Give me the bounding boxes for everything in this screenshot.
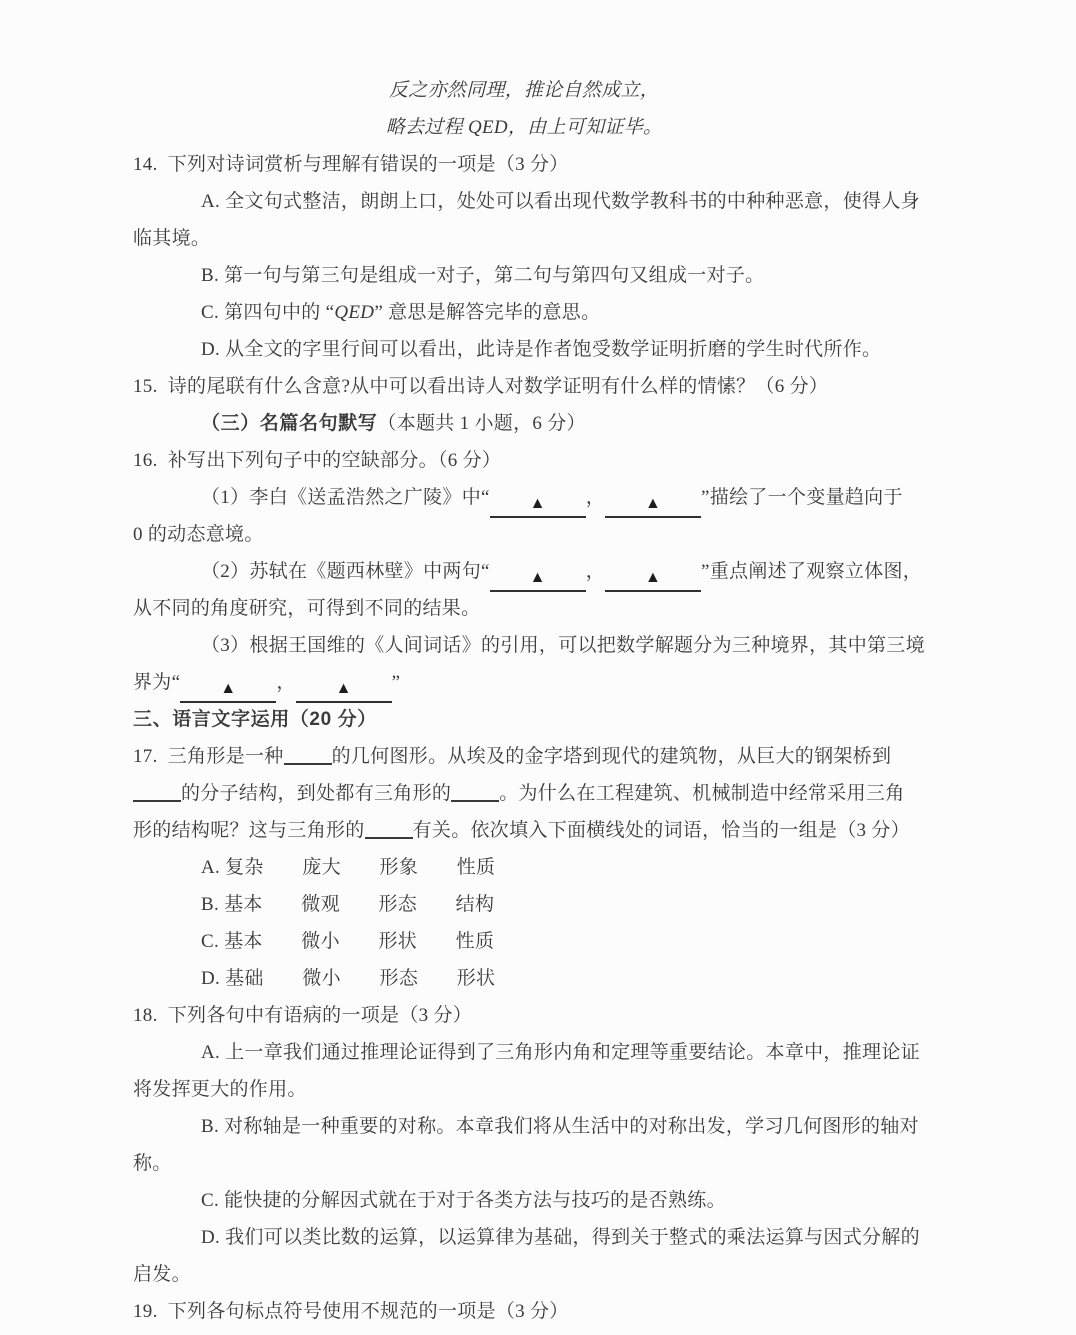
question-17-option-d: D. 基础 微小 形态 形状 [201,968,496,989]
question-16-item-1: （1）李白《送孟浩然之广陵》中“ ▲ ， ▲ ”描绘了一个变量趋向于 [133,479,933,516]
section-heading-dictation [133,405,933,442]
section-heading-rest: （本题共 1 小题，6 分） [377,413,586,434]
answer-blank-triangle: ▲ [490,492,586,518]
section-heading-bold: （三）名篇名句默写 [201,413,378,434]
poem-line-1: 反之亦然同理，推论自然成立， [388,80,660,101]
question-17-continuation-2: 形的结构呢？这与三角形的 有关。依次填入下面横线处的词语，恰当的一组是（3 分） [133,820,910,841]
question-14: 14. 下列对诗词赏析与理解有错误的一项是（3 分） [133,154,569,175]
question-14-option-c: C. 第四句中的 “QED” 意思是解答完毕的意思。 [201,302,601,323]
question-17-option-c: C. 基本 微小 形状 性质 [201,931,495,952]
question-15: 15. 诗的尾联有什么含意?从中可以看出诗人对数学证明有什么样的情愫？（6 分） [133,376,829,397]
part-3-heading: 三、语言文字运用（20 分） [133,709,377,730]
question-17-continuation-1: 的分子结构，到处都有三角形的 。为什么在工程建筑、机械制造中经常采用三角 [133,775,933,812]
answer-blank-triangle: ▲ [180,677,276,703]
question-18-option-d: D. 我们可以类比数的运算，以运算律为基础，得到关于整式的乘法运算与因式分解的 [201,1227,920,1248]
question-14-option-d: D. 从全文的字里行间可以看出，此诗是作者饱受数学证明折磨的学生时代所作。 [201,339,882,360]
question-18: 18. 下列各句中有语病的一项是（3 分） [133,1005,473,1026]
question-17-option-a: A. 复杂 庞大 形象 性质 [201,857,496,878]
question-14-option-b: B. 第一句与第三句是组成一对子，第二句与第四句又组成一对子。 [201,265,765,286]
fill-in-blank-underline [284,750,332,765]
question-16: 16. 补写出下列句子中的空缺部分。（6 分） [133,450,502,471]
question-14-option-a: A. 全文句式整洁，朗朗上口，处处可以看出现代数学教科书的中种种恶意，使得人身 [201,191,920,212]
question-17-option-b: B. 基本 微观 形态 结构 [201,894,495,915]
question-14-option-a-continuation: 临其境。 [133,228,211,249]
question-17: 17. 三角形是一种 的几何图形。从埃及的金字塔到现代的建筑物，从巨大的钢架桥到 [133,746,892,767]
question-16-item-2: （2）苏轼在《题西林壁》中两句“ ▲ ， ▲ ”重点阐述了观察立体图， [133,553,933,590]
qed-term: QED [334,302,375,323]
question-19: 19. 下列各句标点符号使用不规范的一项是（3 分） [133,1301,569,1322]
answer-blank-triangle: ▲ [490,566,586,592]
fill-in-blank-underline [133,787,181,802]
poem-line-2: 略去过程 QED，由上可知证毕。 [385,117,663,138]
qed-term: QED [467,117,508,138]
question-18-option-a: A. 上一章我们通过推理论证得到了三角形内角和定理等重要结论。本章中，推理论证 [201,1042,920,1063]
fill-in-blank-underline [451,787,499,802]
question-18-option-d-continuation: 启发。 [133,1264,191,1285]
question-18-option-b: B. 对称轴是一种重要的对称。本章我们将从生活中的对称出发，学习几何图形的轴对 [201,1116,919,1137]
answer-blank-triangle: ▲ [296,677,392,703]
answer-blank-triangle: ▲ [605,566,701,592]
question-18-option-b-continuation: 称。 [133,1153,172,1174]
answer-blank-triangle: ▲ [605,492,701,518]
question-16-item-3-continuation: 界为“ ▲ ， ▲ ” [133,664,933,701]
question-16-item-1-continuation: 0 的动态意境。 [133,524,264,545]
question-16-item-2-continuation: 从不同的角度研究，可得到不同的结果。 [133,598,481,619]
question-16-item-3: （3）根据王国维的《人间词话》的引用，可以把数学解题分为三种境界，其中第三境 [201,635,925,656]
question-18-option-c: C. 能快捷的分解因式就在于对于各类方法与技巧的是否熟练。 [201,1190,726,1211]
fill-in-blank-underline [365,824,413,839]
question-18-option-a-continuation: 将发挥更大的作用。 [133,1079,307,1100]
